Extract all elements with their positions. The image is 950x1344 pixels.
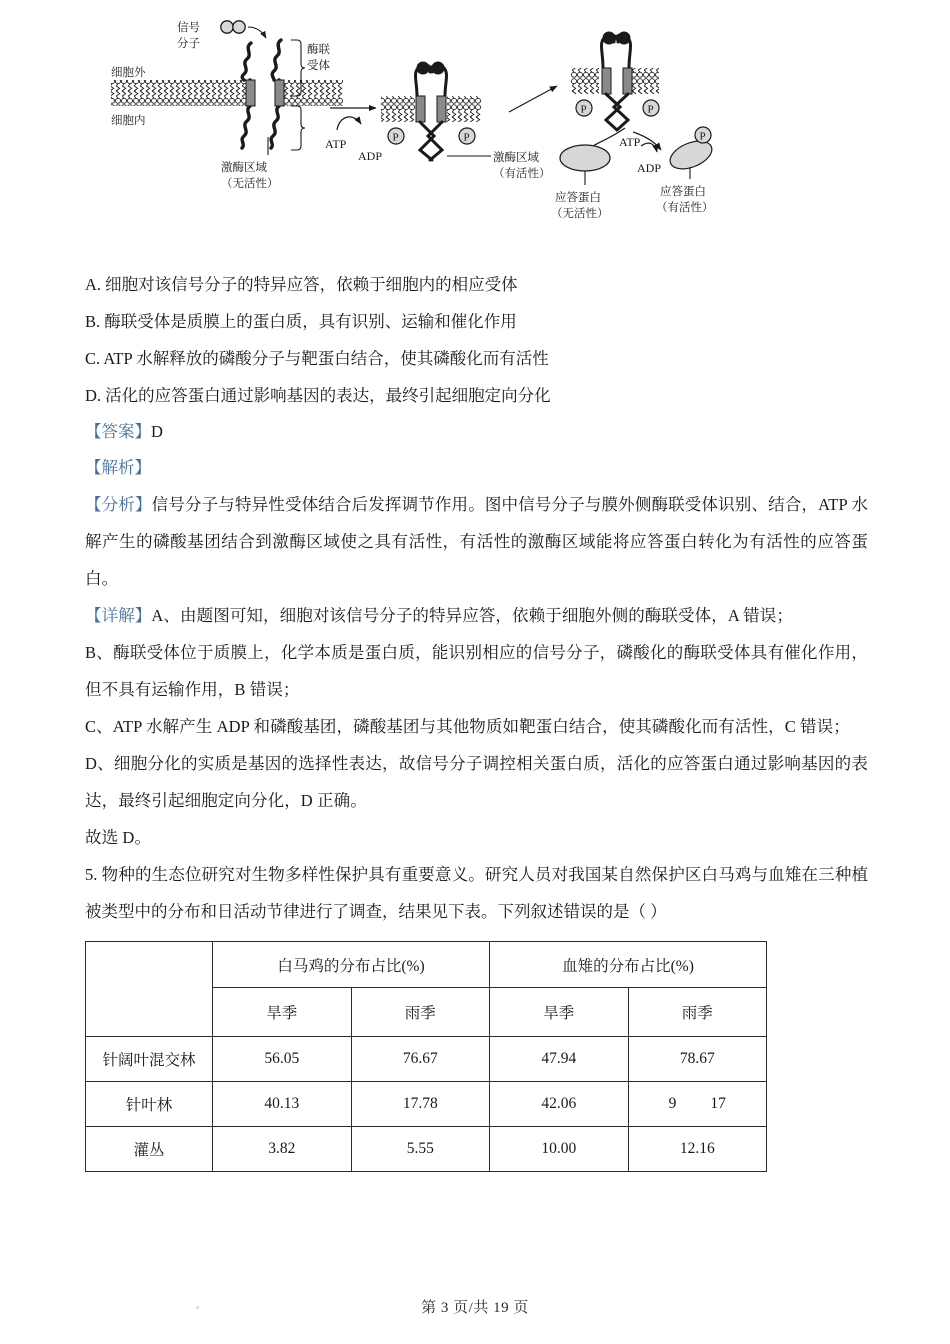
row-label: 针叶林 <box>86 1082 213 1127</box>
analysis-tag: 【分析】 <box>85 495 152 514</box>
label-adp-right: ADP <box>637 161 662 175</box>
explanation-tag: 【解析】 <box>85 458 151 477</box>
table-corner-cell <box>86 942 213 1037</box>
table-subheader-1: 旱季 <box>213 988 352 1037</box>
label-atp-left: ATP <box>325 137 347 151</box>
label-signal-molecule-2: 分子 <box>177 38 200 50</box>
answer-line <box>85 414 868 450</box>
cell-value: 78.67 <box>628 1037 767 1082</box>
svg-text:P: P <box>699 130 706 143</box>
label-enzyme-linked-receptor-2: 受体 <box>307 60 330 72</box>
table-subheader-2: 雨季 <box>351 988 490 1037</box>
cell-value: 40.13 <box>213 1082 352 1127</box>
signal-transduction-figure <box>85 0 868 266</box>
cell-value: 76.67 <box>351 1037 490 1082</box>
table-group-header-2: 血雉的分布占比(%) <box>490 942 767 988</box>
phosphate-group-icon <box>695 127 711 143</box>
page-content <box>85 0 868 1172</box>
analysis-paragraph <box>85 486 868 597</box>
table-row <box>86 1037 767 1082</box>
detail-a-paragraph <box>85 597 868 634</box>
detail-d-paragraph: D、细胞分化的实质是基因的选择性表达，故信号分子调控相关蛋白质，活化的应答蛋白通过影响基因的表达，最终引起细胞定向分化，D 正确。 <box>85 754 868 810</box>
conclusion-paragraph: 故选 D。 <box>85 828 152 847</box>
cell-value: 17.78 <box>351 1082 490 1127</box>
table-subheader-3: 旱季 <box>490 988 629 1037</box>
figure-right-complex <box>551 32 716 221</box>
page-footer: 第 3 页/共 19 页 <box>421 1300 529 1316</box>
cell-value-part-b: 17 <box>710 1095 726 1112</box>
cell-value: 5.55 <box>351 1127 490 1172</box>
cell-value: 12.16 <box>628 1127 767 1172</box>
label-kinase-inactive-2: （无活性） <box>221 178 279 190</box>
label-response-protein-active-1: 应答蛋白 <box>660 186 706 198</box>
label-response-protein-inactive-1: 应答蛋白 <box>555 192 601 204</box>
row-label: 灌丛 <box>86 1127 213 1172</box>
cell-value-part-a: 9 <box>668 1095 677 1112</box>
table-group-header-1: 白马鸡的分布占比(%) <box>213 942 490 988</box>
svg-text:P: P <box>647 103 654 116</box>
signal-molecule-icon <box>221 21 233 33</box>
label-response-protein-inactive-2: （无活性） <box>551 208 609 220</box>
table-row <box>86 1082 767 1127</box>
table-row <box>86 1127 767 1172</box>
analysis-text: 信号分子与特异性受体结合后发挥调节作用。图中信号分子与膜外侧酶联受体识别、结合，ATP 水解产生的磷酸基团结合到激酶区域使之具有活性，有活性的激酶区域能将应答蛋白转化为有活性的应答蛋白。 <box>85 495 869 588</box>
option-b: B. 酶联受体是质膜上的蛋白质，具有识别、运输和催化作用 <box>85 312 517 331</box>
figure-left-complex <box>111 20 343 190</box>
option-a: A. 细胞对该信号分子的特异应答，依赖于细胞内的相应受体 <box>85 275 518 294</box>
row-label: 针阔叶混交林 <box>86 1037 213 1082</box>
table-header-row-groups <box>86 942 767 988</box>
label-atp-right: ATP <box>619 135 641 149</box>
cell-value: 10.00 <box>490 1127 629 1172</box>
cell-value: 3.82 <box>213 1127 352 1172</box>
cell-value: 47.94 <box>490 1037 629 1082</box>
cell-value: 56.05 <box>213 1037 352 1082</box>
answer-value: D <box>151 422 163 441</box>
svg-text:P: P <box>463 131 470 144</box>
detail-b-paragraph: B、酶联受体位于质膜上，化学本质是蛋白质，能识别相应的信号分子，磷酸化的酶联受体具有催化作用，但不具有运输作用，B 错误； <box>85 643 868 699</box>
option-c: C. ATP 水解释放的磷酸分子与靶蛋白结合，使其磷酸化而有活性 <box>85 349 549 368</box>
option-d: D. 活化的应答蛋白通过影响基因的表达，最终引起细胞定向分化 <box>85 386 551 405</box>
explanation-line <box>85 450 868 486</box>
detail-c-paragraph: C、ATP 水解产生 ADP 和磷酸基团，磷酸基团与其他物质如靶蛋白结合，使其磷酸化而有活性，C 错误； <box>85 717 850 736</box>
cell-value: 42.06 <box>490 1082 629 1127</box>
label-signal-molecule-1: 信号 <box>177 22 200 34</box>
label-enzyme-linked-receptor-1: 酶联 <box>307 44 330 56</box>
label-kinase-inactive-1: 激酶区域 <box>221 162 267 174</box>
label-kinase-active-2: （有活性） <box>493 168 551 180</box>
distribution-table <box>85 941 767 1172</box>
figure-reaction-arrow-2 <box>509 86 557 112</box>
figure-middle-complex <box>381 62 551 181</box>
label-extracellular: 细胞外 <box>111 67 146 79</box>
cell-value-split <box>628 1082 767 1127</box>
detail-a-text: A、由题图可知，细胞对该信号分子的特异应答，依赖于细胞外侧的酶联受体，A 错误； <box>151 606 793 625</box>
answer-tag: 【答案】 <box>85 422 151 441</box>
label-adp-left: ADP <box>358 149 383 163</box>
label-response-protein-active-2: （有活性） <box>656 202 714 214</box>
response-protein-inactive-icon <box>560 145 610 171</box>
svg-text:P: P <box>392 131 399 144</box>
label-kinase-active-1: 激酶区域 <box>493 152 539 164</box>
question5-stem: 5. 物种的生态位研究对生物多样性保护具有重要意义。研究人员对我国某自然保护区白马鸡与血雉在三种植被类型中的分布和日活动节律进行了调查，结果见下表。下列叙述错误的是（ ） <box>85 865 868 921</box>
figure-reaction-arrow-1 <box>325 108 382 163</box>
detail-tag: 【详解】 <box>85 606 152 625</box>
label-intracellular: 细胞内 <box>111 115 146 127</box>
svg-text:P: P <box>580 103 587 116</box>
table-subheader-4: 雨季 <box>628 988 767 1037</box>
